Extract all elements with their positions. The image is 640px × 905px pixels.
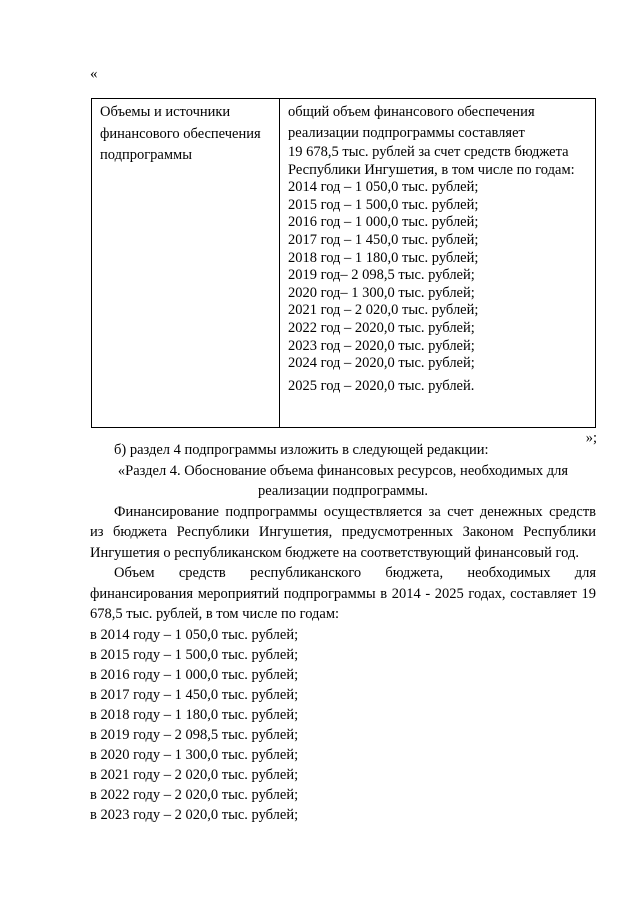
list-item: в 2023 году – 2 020,0 тыс. рублей; — [90, 806, 299, 823]
funding-table — [91, 98, 596, 428]
table-year-line: 2025 год – 2020,0 тыс. рублей. — [288, 377, 475, 394]
table-row — [92, 99, 596, 428]
funding-total-amount: 19 678,5 тыс. рублей за счет средств бюджета Республики Ингушетия, в том числе по годам: — [288, 144, 575, 178]
paragraph-financing-volume: Объем средств республиканского бюджета, необходимых для финансирования мероприятий подпрограммы в 2014 - 2025 годах, составляет 19 678,5 тыс. рублей, в том числе по годам: — [90, 565, 596, 622]
table-year-line: 2017 год – 1 450,0 тыс. рублей; — [288, 231, 479, 248]
list-item: в 2019 году – 2 098,5 тыс. рублей; — [90, 726, 299, 743]
list-item: в 2016 году – 1 000,0 тыс. рублей; — [90, 666, 299, 683]
table-year-line: 2019 год– 2 098,5 тыс. рублей; — [288, 267, 475, 284]
list-item: в 2014 году – 1 050,0 тыс. рублей; — [90, 626, 299, 643]
table-year-line: 2018 год – 1 180,0 тыс. рублей; — [288, 249, 479, 266]
table-year-line: 2022 год – 2020,0 тыс. рублей; — [288, 319, 475, 336]
list-item: в 2020 году – 1 300,0 тыс. рублей; — [90, 746, 299, 763]
document-body — [90, 440, 596, 825]
amendment-instruction: б) раздел 4 подпрограммы изложить в следующей редакции: — [114, 442, 489, 458]
list-item: в 2015 году – 1 500,0 тыс. рублей; — [90, 646, 299, 663]
table-year-line: 2014 год – 1 050,0 тыс. рублей; — [288, 179, 479, 196]
list-item: в 2017 году – 1 450,0 тыс. рублей; — [90, 686, 299, 703]
paragraph-financing-source: Финансирование подпрограммы осуществляется за счет денежных средств из бюджета Республики Ингушетия, предусмотренных Законом Республики Ингушетия о республиканском бюджете на соответствующий финансовый год. — [90, 503, 596, 561]
closing-quote-mark: »; — [585, 430, 597, 446]
section-title: «Раздел 4. Обоснование объема финансовых ресурсов, необходимых для реализации подпрограммы. — [117, 462, 569, 499]
funding-total-intro: общий объем финансового обеспечения реализации подпрограммы составляет — [288, 104, 535, 141]
table-year-line: 2020 год– 1 300,0 тыс. рублей; — [288, 284, 475, 301]
list-item: в 2021 году – 2 020,0 тыс. рублей; — [90, 766, 299, 783]
funding-details-cell — [280, 99, 596, 428]
table-year-line: 2023 год – 2020,0 тыс. рублей; — [288, 337, 475, 354]
table-year-line: 2016 год – 1 000,0 тыс. рублей; — [288, 214, 479, 231]
list-item: в 2022 году – 2 020,0 тыс. рублей; — [90, 786, 299, 803]
year-allocation-list — [90, 625, 596, 825]
table-year-line: 2015 год – 1 500,0 тыс. рублей; — [288, 196, 479, 213]
funding-sources-label: Объемы и источники финансового обеспечения подпрограммы — [92, 99, 280, 428]
list-item: в 2018 году – 1 180,0 тыс. рублей; — [90, 706, 299, 723]
opening-quote-mark: « — [90, 66, 98, 82]
table-year-line: 2024 год – 2020,0 тыс. рублей; — [288, 355, 475, 372]
table-year-line: 2021 год – 2 020,0 тыс. рублей; — [288, 302, 479, 319]
